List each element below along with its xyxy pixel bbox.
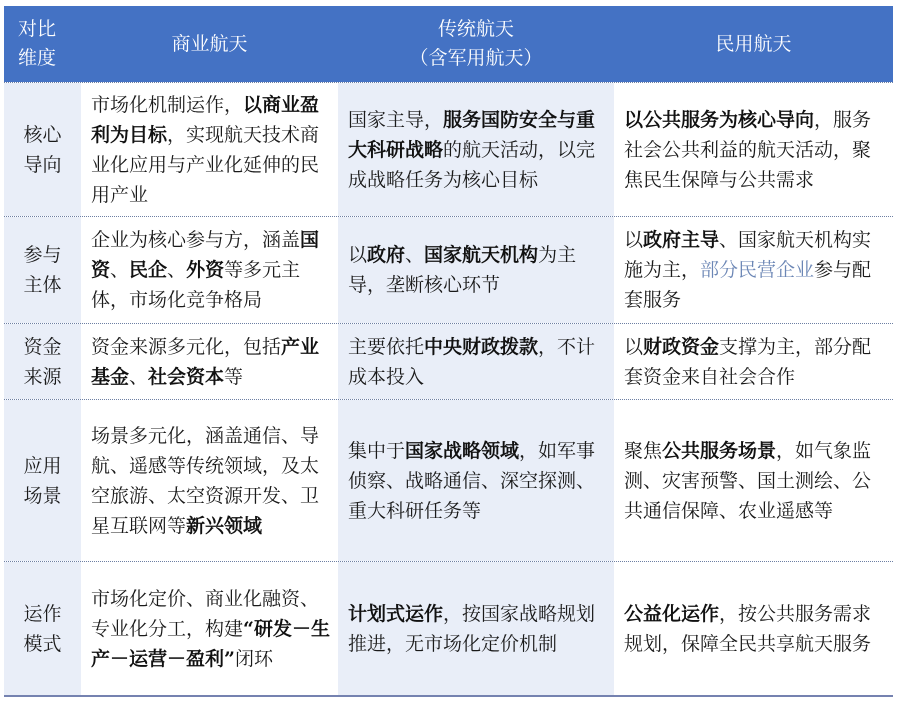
table-row-operation-mode: [4, 561, 893, 697]
cell-civil: [614, 217, 893, 323]
cell-commercial: [81, 217, 338, 323]
row-label-line1: 参与: [23, 244, 62, 266]
header-dimension: [4, 6, 81, 82]
cell-text: 以政府主导、国家航天机构实施为主，部分民营企业参与配套服务: [624, 229, 872, 311]
cell-commercial: [81, 324, 338, 399]
cell-civil: [614, 324, 893, 399]
cell-text: 企业为核心参与方，涵盖国资、民企、外资等多元主体，市场化竞争格局: [91, 229, 320, 311]
cell-text: 市场化定价、商业化融资、专业化分工，构建“研发－生产－运营－盈利”闭环: [91, 587, 330, 670]
row-label-line2: 导向: [23, 153, 62, 176]
row-label-line2: 来源: [23, 365, 62, 388]
cell-traditional: [338, 324, 614, 399]
header-traditional-line1: 传统航天: [437, 18, 514, 40]
cell-text: 市场化机制运作，以商业盈利为目标，实现航天技术商业化应用与产业化延伸的民用产业: [91, 93, 320, 206]
cell-text: 国家主导，服务国防安全与重大科研战略的航天活动，以完成战略任务为核心目标: [348, 108, 596, 191]
row-label-line2: 场景: [23, 484, 62, 507]
cell-text: 场景多元化，涵盖通信、导航、遥感等传统领域，及太空旅游、太空资源开发、卫星互联网等新兴领域: [91, 424, 320, 537]
cell-text: 以公共服务为核心导向，服务社会公共利益的航天活动，聚焦民生保障与公共需求: [624, 108, 872, 191]
cell-text: 公益化运作，按公共服务需求规划，保障全民共享航天服务: [624, 602, 872, 655]
header-dimension-line2: 维度: [18, 47, 57, 69]
cell-text: 聚焦公共服务场景，如气象监测、灾害预警、国土测绘、公共通信保障、农业遥感等: [624, 439, 872, 522]
cell-text: 资金来源多元化，包括产业基金、社会资本等: [91, 335, 320, 388]
table-row-core-orientation: [4, 82, 893, 216]
row-label: [4, 562, 81, 695]
row-label-line2: 主体: [23, 274, 62, 296]
table-row-participants: [4, 216, 893, 323]
cell-traditional: [338, 400, 614, 561]
cell-text: 集中于国家战略领域，如军事侦察、战略通信、深空探测、重大科研任务等: [348, 439, 596, 522]
table-header-row: [4, 6, 893, 82]
row-label-line2: 模式: [23, 632, 62, 655]
table-row-funding: [4, 323, 893, 399]
comparison-table: [4, 6, 893, 697]
cell-traditional: [338, 562, 614, 695]
cell-text: 计划式运作，按国家战略规划推进，无市场化定价机制: [348, 602, 596, 655]
cell-traditional: [338, 83, 614, 216]
table-row-scenarios: [4, 399, 893, 561]
header-commercial: 商业航天: [171, 32, 248, 55]
row-label-line1: 资金: [23, 335, 62, 358]
cell-text: 以财政资金支撑为主，部分配套资金来自社会合作: [624, 335, 872, 388]
row-label: [4, 217, 81, 323]
header-civil: 民用航天: [715, 32, 792, 55]
header-dimension-line1: 对比: [18, 18, 57, 40]
cell-commercial: [81, 400, 338, 561]
header-traditional-line2: （含军用航天）: [409, 47, 543, 69]
row-label-line1: 运作: [23, 602, 62, 625]
cell-civil: [614, 83, 893, 216]
cell-civil: [614, 400, 893, 561]
row-label: [4, 324, 81, 399]
cell-traditional: [338, 217, 614, 323]
row-label-line1: 核心: [23, 123, 62, 146]
row-label-line1: 应用: [23, 454, 62, 477]
cell-text: 主要依托中央财政拨款，不计成本投入: [348, 335, 596, 388]
cell-commercial: [81, 562, 338, 695]
cell-commercial: [81, 83, 338, 216]
row-label: [4, 400, 81, 561]
cell-civil: [614, 562, 893, 695]
header-traditional: [338, 6, 614, 82]
cell-text: 以政府、国家航天机构为主导，垄断核心环节: [348, 244, 577, 296]
row-label: [4, 83, 81, 216]
